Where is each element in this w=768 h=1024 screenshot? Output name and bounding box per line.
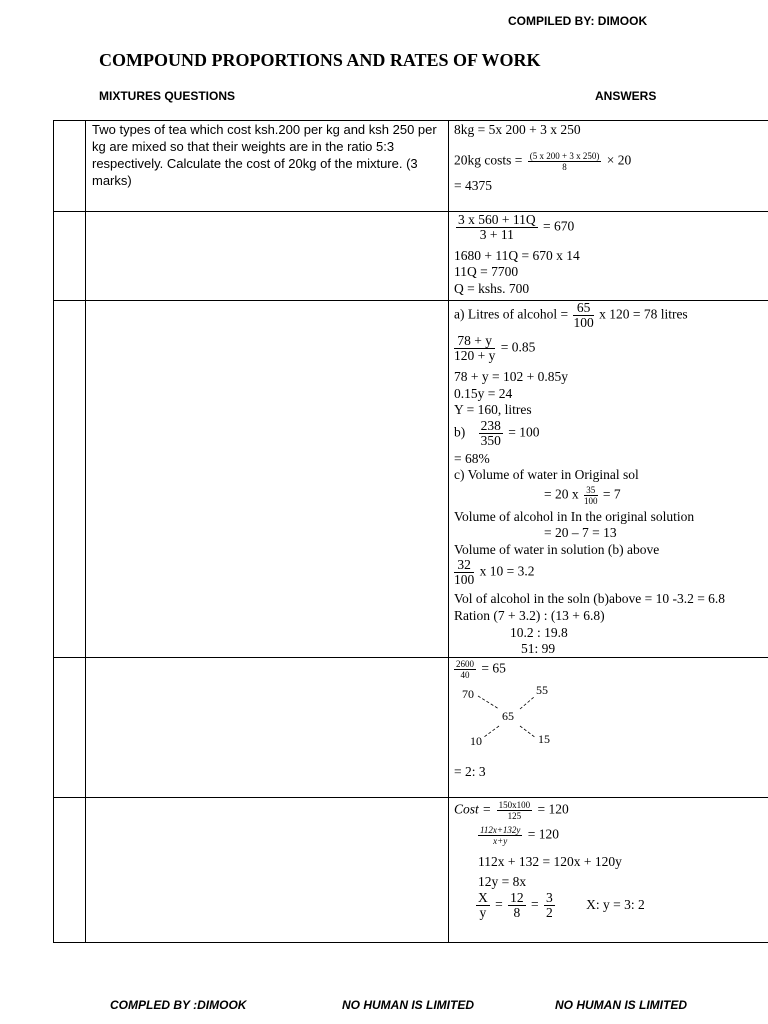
answer-3 (454, 301, 768, 656)
answer-3-line-a (454, 301, 688, 330)
row-divider-1 (53, 211, 768, 212)
answer-3-water-calc: = 20 x (544, 486, 579, 502)
answer-3-line-13-fraction (454, 558, 474, 587)
answer-5-mix-result: = 120 (527, 826, 560, 842)
answer-3-water-den: 100 (584, 496, 598, 506)
diagram-line-br (520, 726, 536, 738)
answer-5-cost-result: = 120 (537, 801, 569, 817)
answer-3-line-7: = 68% (454, 451, 490, 466)
answer-3-part-a-label: a) Litres of alcohol = (454, 306, 569, 322)
answer-5-line-2 (476, 825, 559, 846)
answer-3-line-13-result: x 10 = 3.2 (479, 563, 535, 579)
answer-5-ratio-fraction-2 (508, 891, 526, 920)
answer-2 (454, 213, 764, 299)
answer-3-part-b-result: = 100 (508, 424, 540, 440)
answer-2-line-2: 1680 + 11Q = 670 x 14 (454, 248, 580, 263)
answer-5-mix-num: 112x+132y (480, 825, 521, 835)
answer-3-part-a-fraction (573, 301, 593, 330)
footer-motto-center: NO HUMAN IS LIMITED (342, 998, 474, 1012)
diagram-value-top-right: 55 (536, 683, 548, 697)
answer-2-equals: = 670 (543, 218, 575, 234)
answer-3-line-b1 (454, 334, 535, 363)
answer-4-ratio: = 2: 3 (454, 764, 486, 779)
answer-1-cost-label: 20kg costs = (454, 152, 523, 168)
answer-3-part-b-label: b) (454, 424, 466, 440)
answer-5-ratio-n2: 12 (510, 890, 524, 905)
answer-5-mix-fraction (478, 825, 522, 846)
table-border-left (53, 120, 54, 943)
diagram-line-tl (478, 696, 499, 709)
answer-5-line-3: 112x + 132 = 120x + 120y (478, 854, 622, 869)
answer-3-line-3: 78 + y = 102 + 0.85y (454, 369, 568, 384)
answer-3-line-15: Ration (7 + 3.2) : (13 + 6.8) (454, 608, 605, 623)
answer-3-part-a-den: 100 (573, 315, 594, 330)
answer-3-line-17: 51: 99 (521, 641, 556, 656)
answer-3-line-8: c) Volume of water in Original sol (454, 467, 639, 482)
answer-1-fraction-den: 8 (562, 162, 567, 172)
answer-1-line-2 (454, 151, 631, 172)
question-1-text: Two types of tea which cost ksh.200 per kg and ksh 250 per kg are mixed so that their weights are in the ratio 5:3 respectively. Calculate the cost of 20kg of the mixture. (3 marks) (92, 122, 437, 188)
answer-4 (454, 658, 764, 796)
answer-3-part-b-den: 350 (480, 433, 501, 448)
answer-3-part-b-num: 238 (480, 418, 501, 433)
footer-compiled-by: COMPLED BY :DIMOOK (110, 998, 247, 1012)
answer-5-equals-1: = (495, 896, 503, 912)
answer-5-cost-fraction (497, 800, 533, 821)
answer-5-mix-den: x+y (493, 836, 508, 846)
diagram-value-bottom-right: 15 (538, 732, 550, 746)
answer-3-line-13-num: 32 (454, 558, 474, 573)
table-border-bottom (53, 942, 768, 943)
questions-heading: MIXTURES QUESTIONS (99, 89, 236, 103)
answer-1-fraction (528, 151, 602, 172)
page-title: COMPOUND PROPORTIONS AND RATES OF WORK (99, 50, 541, 70)
answer-4-den: 40 (460, 670, 470, 680)
diagram-line-tr (520, 697, 534, 709)
diagram-line-bl (484, 726, 499, 737)
answer-5-cost-num: 150x100 (498, 800, 531, 810)
answer-1 (454, 121, 764, 211)
row-divider-4 (53, 797, 768, 798)
answer-5-ratio-d2: 8 (513, 905, 521, 920)
answer-3-line-11: = 20 – 7 = 13 (544, 525, 617, 540)
answer-2-fraction-den: 3 + 11 (479, 227, 514, 242)
answer-3-ratio-num: 78 + y (454, 334, 495, 349)
answer-4-line-1 (454, 659, 506, 680)
answer-1-fraction-num: (5 x 200 + 3 x 250) (529, 151, 600, 161)
answer-3-line-13 (454, 558, 535, 587)
answer-5-ratio-fraction-3 (544, 891, 555, 920)
answer-3-part-b-fraction (479, 419, 503, 448)
answer-1-line-3: = 4375 (454, 178, 492, 193)
answer-2-fraction-num: 3 x 560 + 11Q (458, 212, 536, 227)
answer-5-cost-den: 125 (507, 811, 522, 821)
answer-3-water-num: 35 (584, 485, 598, 496)
answer-3-line-b (454, 419, 540, 448)
answer-5-ratio-n3: 3 (546, 890, 553, 905)
answer-3-line-16: 10.2 : 19.8 (510, 625, 568, 640)
answer-4-fraction (454, 659, 476, 680)
answer-2-line-4: Q = kshs. 700 (454, 281, 530, 296)
answer-1-multiplier: × 20 (606, 152, 632, 168)
answer-5-ratio-fraction-1 (476, 891, 490, 920)
answer-5-final-ratio: X: y = 3: 2 (586, 896, 645, 912)
answer-1-line-1: 8kg = 5x 200 + 3 x 250 (454, 122, 581, 137)
answer-3-line-9 (544, 485, 621, 506)
answer-3-ratio-result: = 0.85 (500, 339, 536, 355)
table-divider-number (85, 120, 86, 943)
answer-3-water-result: = 7 (602, 486, 621, 502)
answer-3-line-10: Volume of alcohol in In the original solution (454, 509, 695, 524)
answer-5-ratio-d1: y (479, 905, 487, 920)
diagram-value-top-left: 70 (462, 687, 474, 701)
answer-5-line-1 (454, 800, 569, 821)
answer-4-num: 2600 (456, 659, 474, 669)
answer-5-line-4: 12y = 8x (478, 874, 527, 889)
answers-heading: ANSWERS (595, 89, 657, 103)
answer-3-line-13-den: 100 (454, 572, 475, 587)
answer-2-line-3: 11Q = 7700 (454, 264, 519, 279)
answer-3-ratio-fraction (454, 334, 495, 363)
answer-5-line-5 (474, 891, 645, 920)
answer-5-ratio-d3: 2 (546, 905, 553, 920)
answer-3-line-4: 0.15y = 24 (454, 386, 513, 401)
answer-3-ratio-den: 120 + y (454, 348, 496, 363)
answer-2-fraction (456, 213, 538, 242)
answer-5-cost-label: Cost = (454, 801, 492, 817)
table-divider-answers (448, 120, 449, 943)
answer-3-line-14: Vol of alcohol in the soln (b)above = 10 -3.2 = 6.8 (454, 591, 726, 606)
diagram-value-center: 65 (502, 709, 514, 723)
answer-5 (454, 800, 764, 940)
answer-3-line-12: Volume of water in solution (b) above (454, 542, 660, 557)
answer-3-part-a-num: 65 (573, 301, 593, 316)
answer-5-ratio-n1: X (478, 890, 488, 905)
diagram-value-bottom-left: 10 (470, 734, 482, 748)
footer-motto-right: NO HUMAN IS LIMITED (555, 998, 687, 1012)
answer-3-line-5: Y = 160, litres (454, 402, 532, 417)
answer-3-part-a-result: x 120 = 78 litres (599, 306, 688, 322)
compiled-by-header: COMPILED BY: DIMOOK (508, 14, 648, 28)
answer-3-water-fraction (584, 485, 598, 506)
answer-5-equals-2: = (531, 896, 539, 912)
answer-2-line-1 (454, 213, 574, 242)
answer-4-result: = 65 (481, 660, 506, 676)
